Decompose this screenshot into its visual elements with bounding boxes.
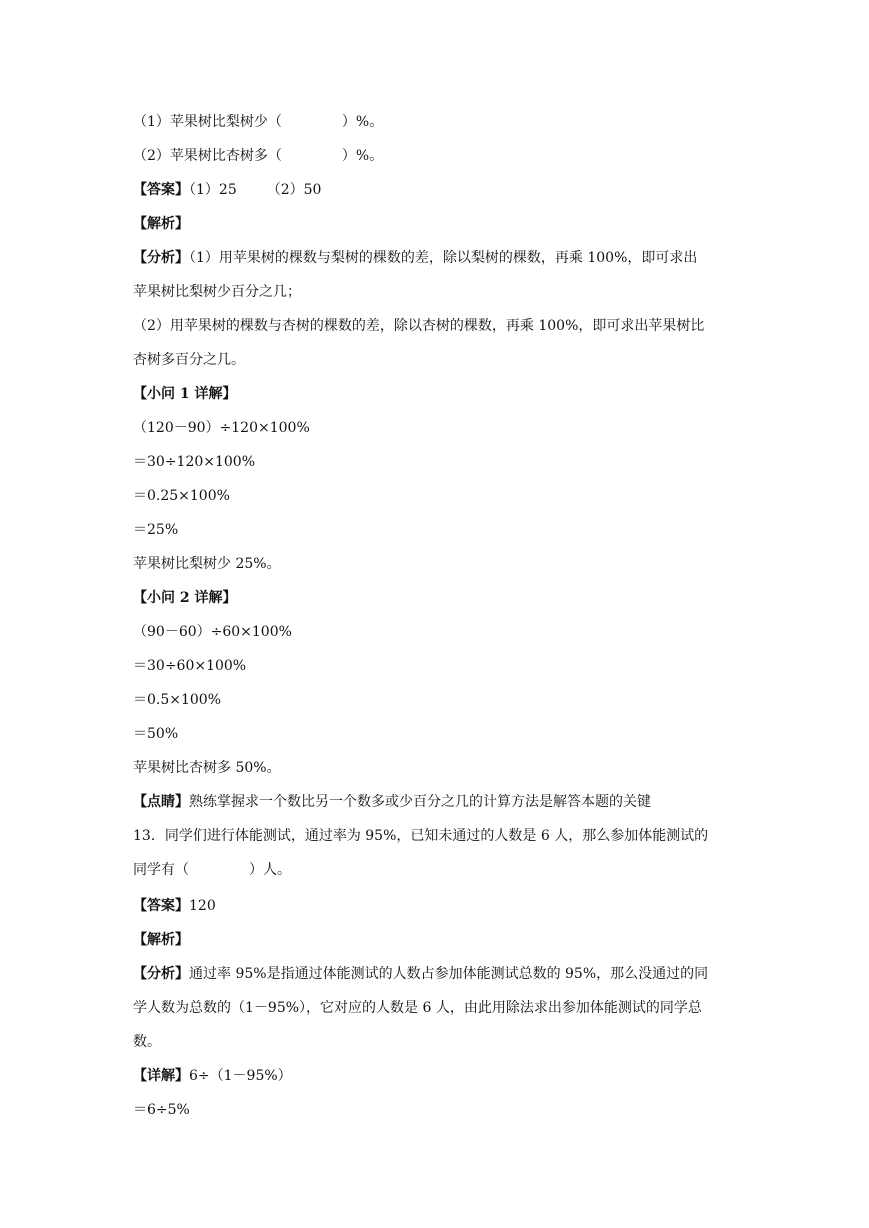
part2-heading: 【小问 2 详解】: [133, 590, 237, 606]
q12-sub2: [133, 146, 751, 166]
q13-stem: [133, 860, 751, 880]
fenxi-tag: 【分析】: [133, 250, 189, 266]
xiangjie-text: 6÷（1－95%）: [189, 1068, 292, 1084]
q12-sub2-text: （2）苹果树比杏树多（: [133, 148, 282, 164]
q13-analysis-tag: 【解析】: [133, 932, 189, 948]
q12-sub1: [133, 112, 751, 132]
answer-tag: 【答案】: [133, 182, 189, 198]
part1-step: （120－90）÷120×100%: [133, 420, 310, 436]
q12-fenxi-line: [133, 248, 751, 268]
dianjing-text: 熟练掌握求一个数比另一个数多或少百分之几的计算方法是解答本题的关键: [189, 794, 651, 810]
q12-fenxi-line: 苹果树比梨树少百分之几；: [133, 284, 301, 300]
fenxi-tag: 【分析】: [133, 966, 189, 982]
q13-fenxi-line: 学人数为总数的（1－95%），它对应的人数是 6 人，由此用除法求出参加体能测试的同学总: [133, 1000, 702, 1016]
part1-conclusion: 苹果树比梨树少 25%。: [133, 556, 281, 572]
part2-step: ＝0.5×100%: [133, 692, 222, 708]
dianjing-line: [133, 792, 751, 812]
part1-step: ＝30÷120×100%: [133, 454, 256, 470]
answer-value: 120: [189, 898, 216, 914]
answer-value: （1）25: [189, 182, 237, 198]
part1-heading: 【小问 1 详解】: [133, 386, 237, 402]
part1-step: ＝0.25×100%: [133, 488, 230, 504]
q12-sub1-tail: ）%。: [341, 114, 384, 130]
q12-sub2-tail: ）%。: [341, 148, 384, 164]
fenxi-text: 通过率 95%是指通过体能测试的人数占参加体能测试总数的 95%，那么没通过的同: [189, 966, 709, 982]
q13-answer: [133, 896, 751, 916]
q13-fenxi-line: 数。: [133, 1034, 161, 1050]
q12-fenxi-line: （2）用苹果树的棵数与杏树的棵数的差，除以杏树的棵数，再乘 100%，即可求出苹果树比: [133, 318, 705, 334]
part2-step: （90－60）÷60×100%: [133, 624, 292, 640]
fenxi-text: （1）用苹果树的棵数与梨树的棵数的差，除以梨树的棵数，再乘 100%，即可求出: [189, 250, 698, 266]
q12-analysis-tag: 【解析】: [133, 216, 189, 232]
q13-xiangjie-line: [133, 1066, 751, 1086]
xiangjie-tag: 【详解】: [133, 1068, 189, 1084]
part2-step: ＝30÷60×100%: [133, 658, 247, 674]
q13-stem: 13．同学们进行体能测试，通过率为 95%，已知未通过的人数是 6 人，那么参加体能测试的: [133, 828, 709, 844]
q13-stem-tail: ）人。: [249, 862, 291, 878]
part1-step: ＝25%: [133, 522, 179, 538]
q13-fenxi-line: [133, 964, 751, 984]
q13-stem-text: 同学有（: [133, 862, 189, 878]
q12-answer: [133, 180, 751, 200]
q12-fenxi-line: 杏树多百分之几。: [133, 352, 245, 368]
q12-sub1-text: （1）苹果树比梨树少（: [133, 114, 282, 130]
part2-conclusion: 苹果树比杏树多 50%。: [133, 760, 281, 776]
part2-step: ＝50%: [133, 726, 179, 742]
answer-tag: 【答案】: [133, 898, 189, 914]
answer-value: （2）50: [266, 182, 322, 198]
q13-xiangjie-line: ＝6÷5%: [133, 1102, 190, 1118]
dianjing-tag: 【点睛】: [133, 794, 189, 810]
